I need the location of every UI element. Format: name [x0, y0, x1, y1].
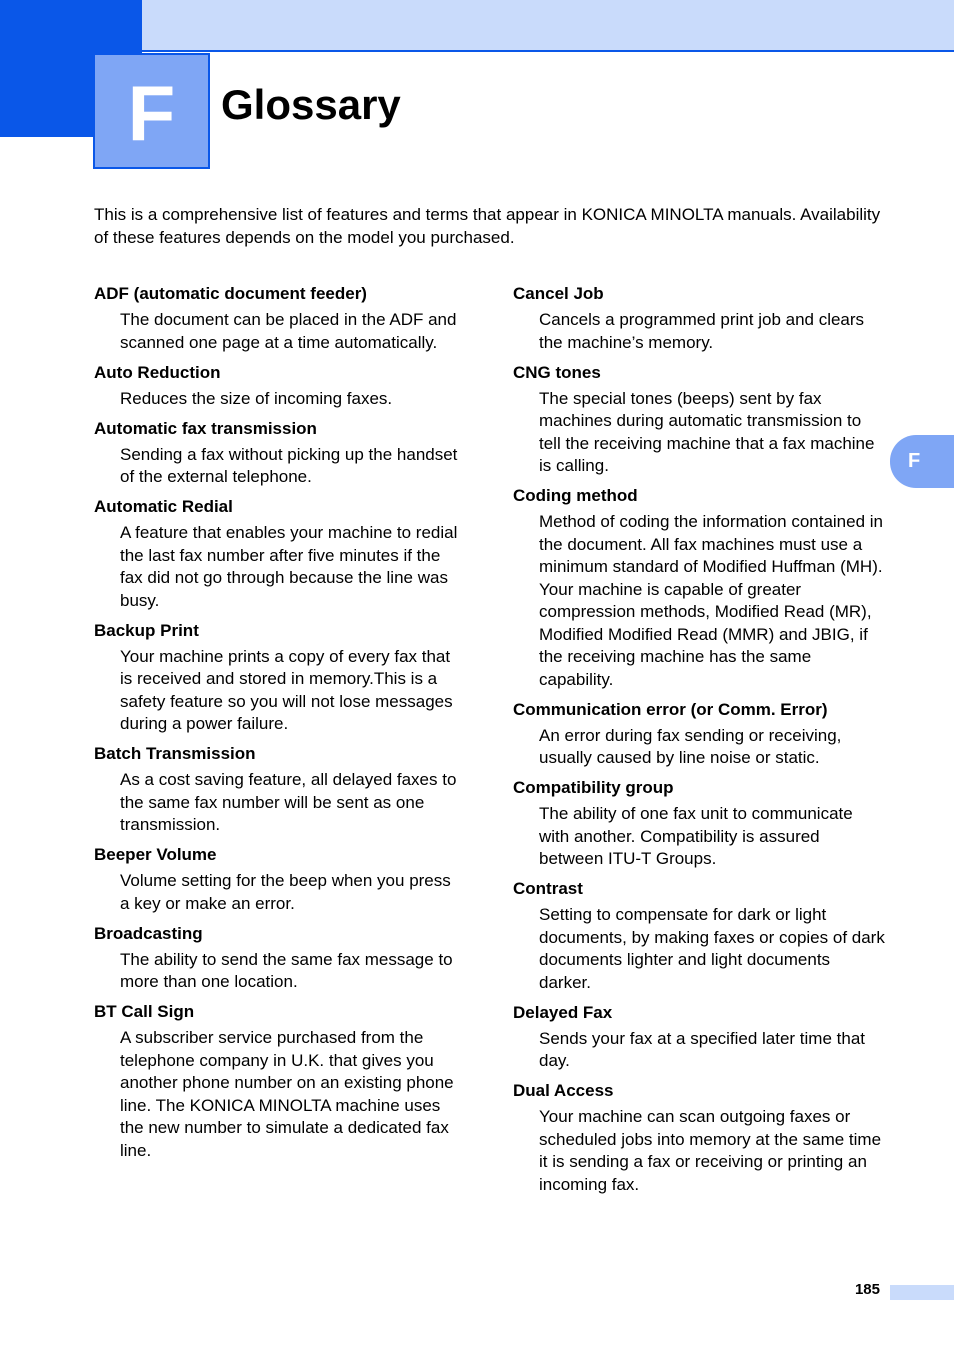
glossary-term: Compatibility group [513, 778, 674, 797]
intro-paragraph: This is a comprehensive list of features and terms that appear in KONICA MINOLTA manuals. Availability of these features depends on the model you purchased. [94, 205, 881, 247]
glossary-definition: A subscriber service purchased from the telephone company in U.K. that gives you another phone number on an existing phone line. The KONICA MINOLTA machine uses the new number to simulate a dedicated fax line. [120, 1028, 454, 1160]
glossary-definition: The special tones (beeps) sent by fax machines during automatic transmission to tell the receiving machine that a fax machine is calling. [539, 388, 875, 475]
glossary-term: Backup Print [94, 620, 199, 640]
glossary-entry [513, 1002, 885, 1073]
glossary-definition: Reduces the size of incoming faxes. [120, 388, 393, 408]
glossary-term: Automatic Redial [94, 497, 233, 516]
glossary-right-column [513, 283, 885, 1204]
glossary-term: BT Call Sign [94, 1002, 195, 1021]
glossary-definition: An error during fax sending or receiving, usually caused by line noise or static. [539, 725, 842, 767]
chapter-letter-box: F [93, 53, 210, 169]
glossary-entry [513, 1080, 885, 1196]
glossary-entry [513, 362, 885, 478]
glossary-definition: Your machine prints a copy of every fax that is received and stored in memory.This is a safety feature so you will not lose messages during a power failure. [120, 646, 453, 733]
glossary-definition: Sending a fax without picking up the handset of the external telephone. [120, 444, 458, 486]
glossary-definition: Setting to compensate for dark or light documents, by making faxes or copies of dark documents lighter and light documents darker. [539, 905, 885, 992]
glossary-entry [94, 418, 464, 489]
glossary-term: Dual Access [513, 1081, 614, 1100]
glossary-term: Delayed Fax [513, 1002, 613, 1022]
page-title: Glossary [221, 81, 401, 128]
glossary-term: Batch Transmission [94, 744, 256, 763]
glossary-entry [513, 699, 885, 770]
glossary-definition: As a cost saving feature, all delayed faxes to the same fax number will be sent as one transmission. [120, 770, 457, 834]
glossary-term: CNG tones [513, 362, 601, 382]
glossary-term: Coding method [513, 486, 638, 505]
glossary-term: Auto Reduction [94, 362, 221, 382]
glossary-entry [513, 485, 885, 691]
header-band-light [142, 0, 954, 52]
glossary-entry [94, 620, 464, 736]
glossary-term: Beeper Volume [94, 845, 217, 864]
glossary-definition: Volume setting for the beep when you press a key or make an error. [120, 871, 451, 913]
glossary-definition: The document can be placed in the ADF and scanned one page at a time automatically. [120, 310, 457, 352]
glossary-term: Automatic fax transmission [94, 418, 317, 438]
glossary-entry [94, 1001, 464, 1162]
glossary-definition: A feature that enables your machine to redial the last fax number after five minutes if the fax did not go through because the line was busy. [120, 523, 458, 610]
glossary-entry [513, 878, 885, 994]
glossary-entry [513, 283, 885, 354]
glossary-definition: Method of coding the information contained in the document. All fax machines must use a minimum standard of Modified Huffman (MH). Your machine is capable of greater compression methods, Modified Read (MR), Modified Modified Read (MMR) and JBIG, if the receiving machine has the same capability. [539, 512, 884, 689]
glossary-term: Cancel Job [513, 284, 604, 303]
glossary-entry [94, 496, 464, 612]
glossary-entry [513, 777, 885, 871]
glossary-left-column [94, 283, 464, 1170]
glossary-definition: Your machine can scan outgoing faxes or scheduled jobs into memory at the same time it is sending a fax or receiving or printing an incoming fax. [539, 1107, 882, 1194]
glossary-entry [94, 923, 464, 994]
page-number: 185 [854, 1281, 880, 1298]
glossary-term: Broadcasting [94, 923, 203, 943]
chapter-side-tab[interactable]: F [890, 435, 954, 488]
glossary-definition: The ability to send the same fax message to more than one location. [120, 949, 453, 991]
glossary-definition: Sends your fax at a specified later time that day. [539, 1028, 866, 1070]
glossary-term: Communication error (or Comm. Error) [513, 699, 828, 719]
glossary-term: Contrast [513, 879, 583, 898]
page-number-bar [890, 1285, 954, 1300]
glossary-entry [94, 362, 464, 411]
glossary-entry [94, 844, 464, 915]
glossary-term: ADF (automatic document feeder) [94, 284, 367, 303]
glossary-definition: The ability of one fax unit to communicate with another. Compatibility is assured between ITU-T Groups. [539, 804, 853, 868]
glossary-entry [94, 743, 464, 837]
glossary-definition: Cancels a programmed print job and clears the machine’s memory. [539, 310, 865, 352]
glossary-entry [94, 283, 464, 354]
